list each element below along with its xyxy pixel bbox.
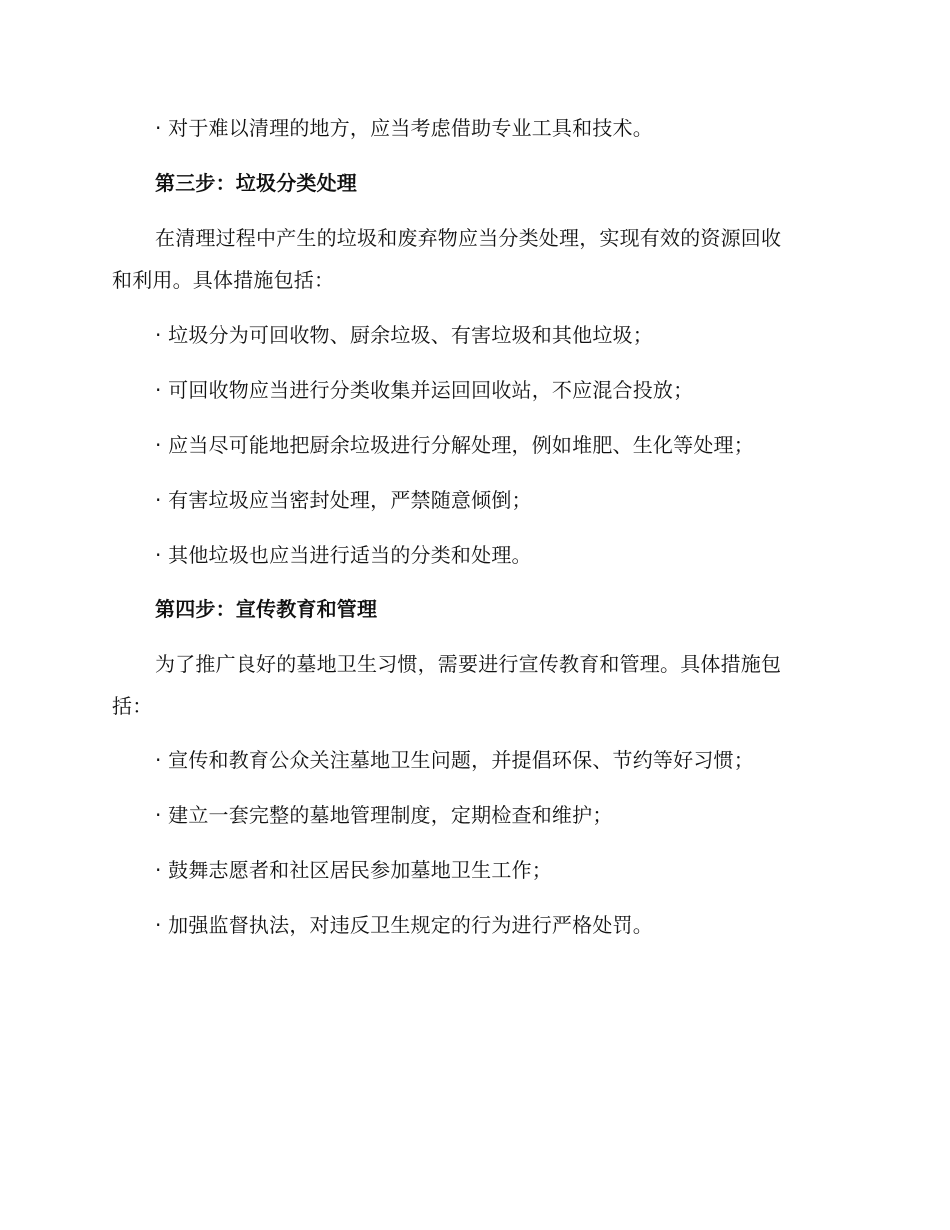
bullet-item: · 鼓舞志愿者和社区居民参加墓地卫生工作；	[155, 858, 552, 882]
section-heading: 第四步：宣传教育和管理	[155, 597, 378, 621]
paragraph-line: 括：	[112, 694, 153, 718]
bullet-item: · 对于难以清理的地方，应当考虑借助专业工具和技术。	[155, 116, 653, 140]
section-heading: 第三步：垃圾分类处理	[155, 171, 357, 195]
bullet-item: · 垃圾分为可回收物、厨余垃圾、有害垃圾和其他垃圾；	[155, 323, 653, 347]
bullet-item: · 可回收物应当进行分类收集并运回回收站，不应混合投放；	[155, 378, 694, 402]
bullet-item: · 加强监督执法，对违反卫生规定的行为进行严格处罚。	[155, 913, 653, 937]
bullet-item: · 宣传和教育公众关注墓地卫生问题，并提倡环保、节约等好习惯；	[155, 748, 754, 772]
bullet-item: · 应当尽可能地把厨余垃圾进行分解处理，例如堆肥、生化等处理；	[155, 433, 754, 457]
bullet-item: · 其他垃圾也应当进行适当的分类和处理。	[155, 543, 532, 567]
bullet-item: · 有害垃圾应当密封处理，严禁随意倾倒；	[155, 488, 532, 512]
paragraph-line: 在清理过程中产生的垃圾和废弃物应当分类处理，实现有效的资源回收	[155, 226, 782, 250]
bullet-item: · 建立一套完整的墓地管理制度，定期检查和维护；	[155, 803, 613, 827]
paragraph-line: 和利用。具体措施包括：	[112, 268, 335, 292]
paragraph-line: 为了推广良好的墓地卫生习惯，需要进行宣传教育和管理。具体措施包	[155, 652, 782, 676]
